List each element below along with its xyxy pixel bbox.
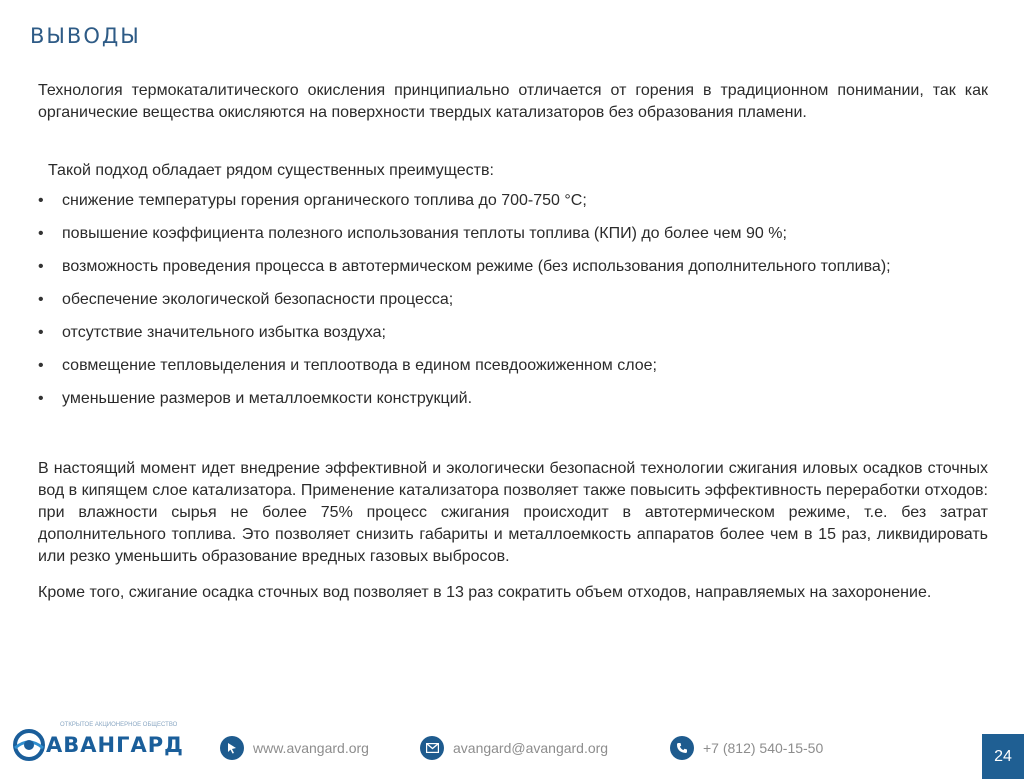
slide-title: ВЫВОДЫ <box>30 24 141 48</box>
email-link[interactable] <box>420 734 608 762</box>
logo-name: АВАНГАРД <box>46 733 184 757</box>
paragraph-intro: Технология термокаталитического окисления принципиально отличается от горения в традиционном понимании, так как органические вещества окисляются на поверхности твердых катализаторов без образования пламени. <box>38 82 988 121</box>
phone-icon <box>670 736 694 760</box>
list-item: • совмещение тепловыделения и теплоотвода в едином псевдоожиженном слое; <box>38 355 988 377</box>
list-item: • отсутствие значительного избытка воздуха; <box>38 322 988 344</box>
email-text: avangard@avangard.org <box>453 740 609 756</box>
phone-link[interactable] <box>670 734 823 762</box>
slide-content <box>38 80 988 604</box>
logo-emblem-icon <box>12 728 46 762</box>
advantages-list <box>38 190 988 410</box>
page-number: 24 <box>982 734 1024 779</box>
phone-text: +7 (812) 540-15-50 <box>703 740 824 756</box>
website-text: www.avangard.org <box>253 740 369 756</box>
list-item: • уменьшение размеров и металлоемкости конструкций. <box>38 388 988 410</box>
list-item: • возможность проведения процесса в автотермическом режиме (без использования дополнительного топлива); <box>38 256 988 278</box>
paragraph-conclusion: Кроме того, сжигание осадка сточных вод позволяет в 13 раз сократить объем отходов, направляемых на захоронение. <box>38 584 932 601</box>
envelope-icon <box>420 736 444 760</box>
list-item: • снижение температуры горения органического топлива до 700-750 °С; <box>38 190 988 212</box>
company-logo <box>12 722 192 762</box>
website-link[interactable] <box>220 734 369 762</box>
list-item: • повышение коэффициента полезного использования теплоты топлива (КПИ) до более чем 90 %; <box>38 223 988 245</box>
list-item: • обеспечение экологической безопасности процесса; <box>38 289 988 311</box>
footer-bar <box>0 712 1024 767</box>
logo-subtitle: ОТКРЫТОЕ АКЦИОНЕРНОЕ ОБЩЕСТВО <box>60 722 178 728</box>
advantages-intro: Такой подход обладает рядом существенных преимуществ: <box>48 162 494 179</box>
cursor-icon <box>220 736 244 760</box>
paragraph-implementation: В настоящий момент идет внедрение эффективной и экологически безопасной технологии сжигания иловых осадков сточных вод в кипящем слое катализатора. Применение катализатора позволяет также повысить эффективность переработки отходов: при влажности сырья не более 75% процесс сжигания происходит в автотермическом режиме, т.е. без затрат дополнительного топлива. Это позволяет снизить габариты и металлоемкость аппаратов более чем в 15 раз, ликвидировать или резко уменьшить образование вредных газовых выбросов. <box>38 460 988 565</box>
